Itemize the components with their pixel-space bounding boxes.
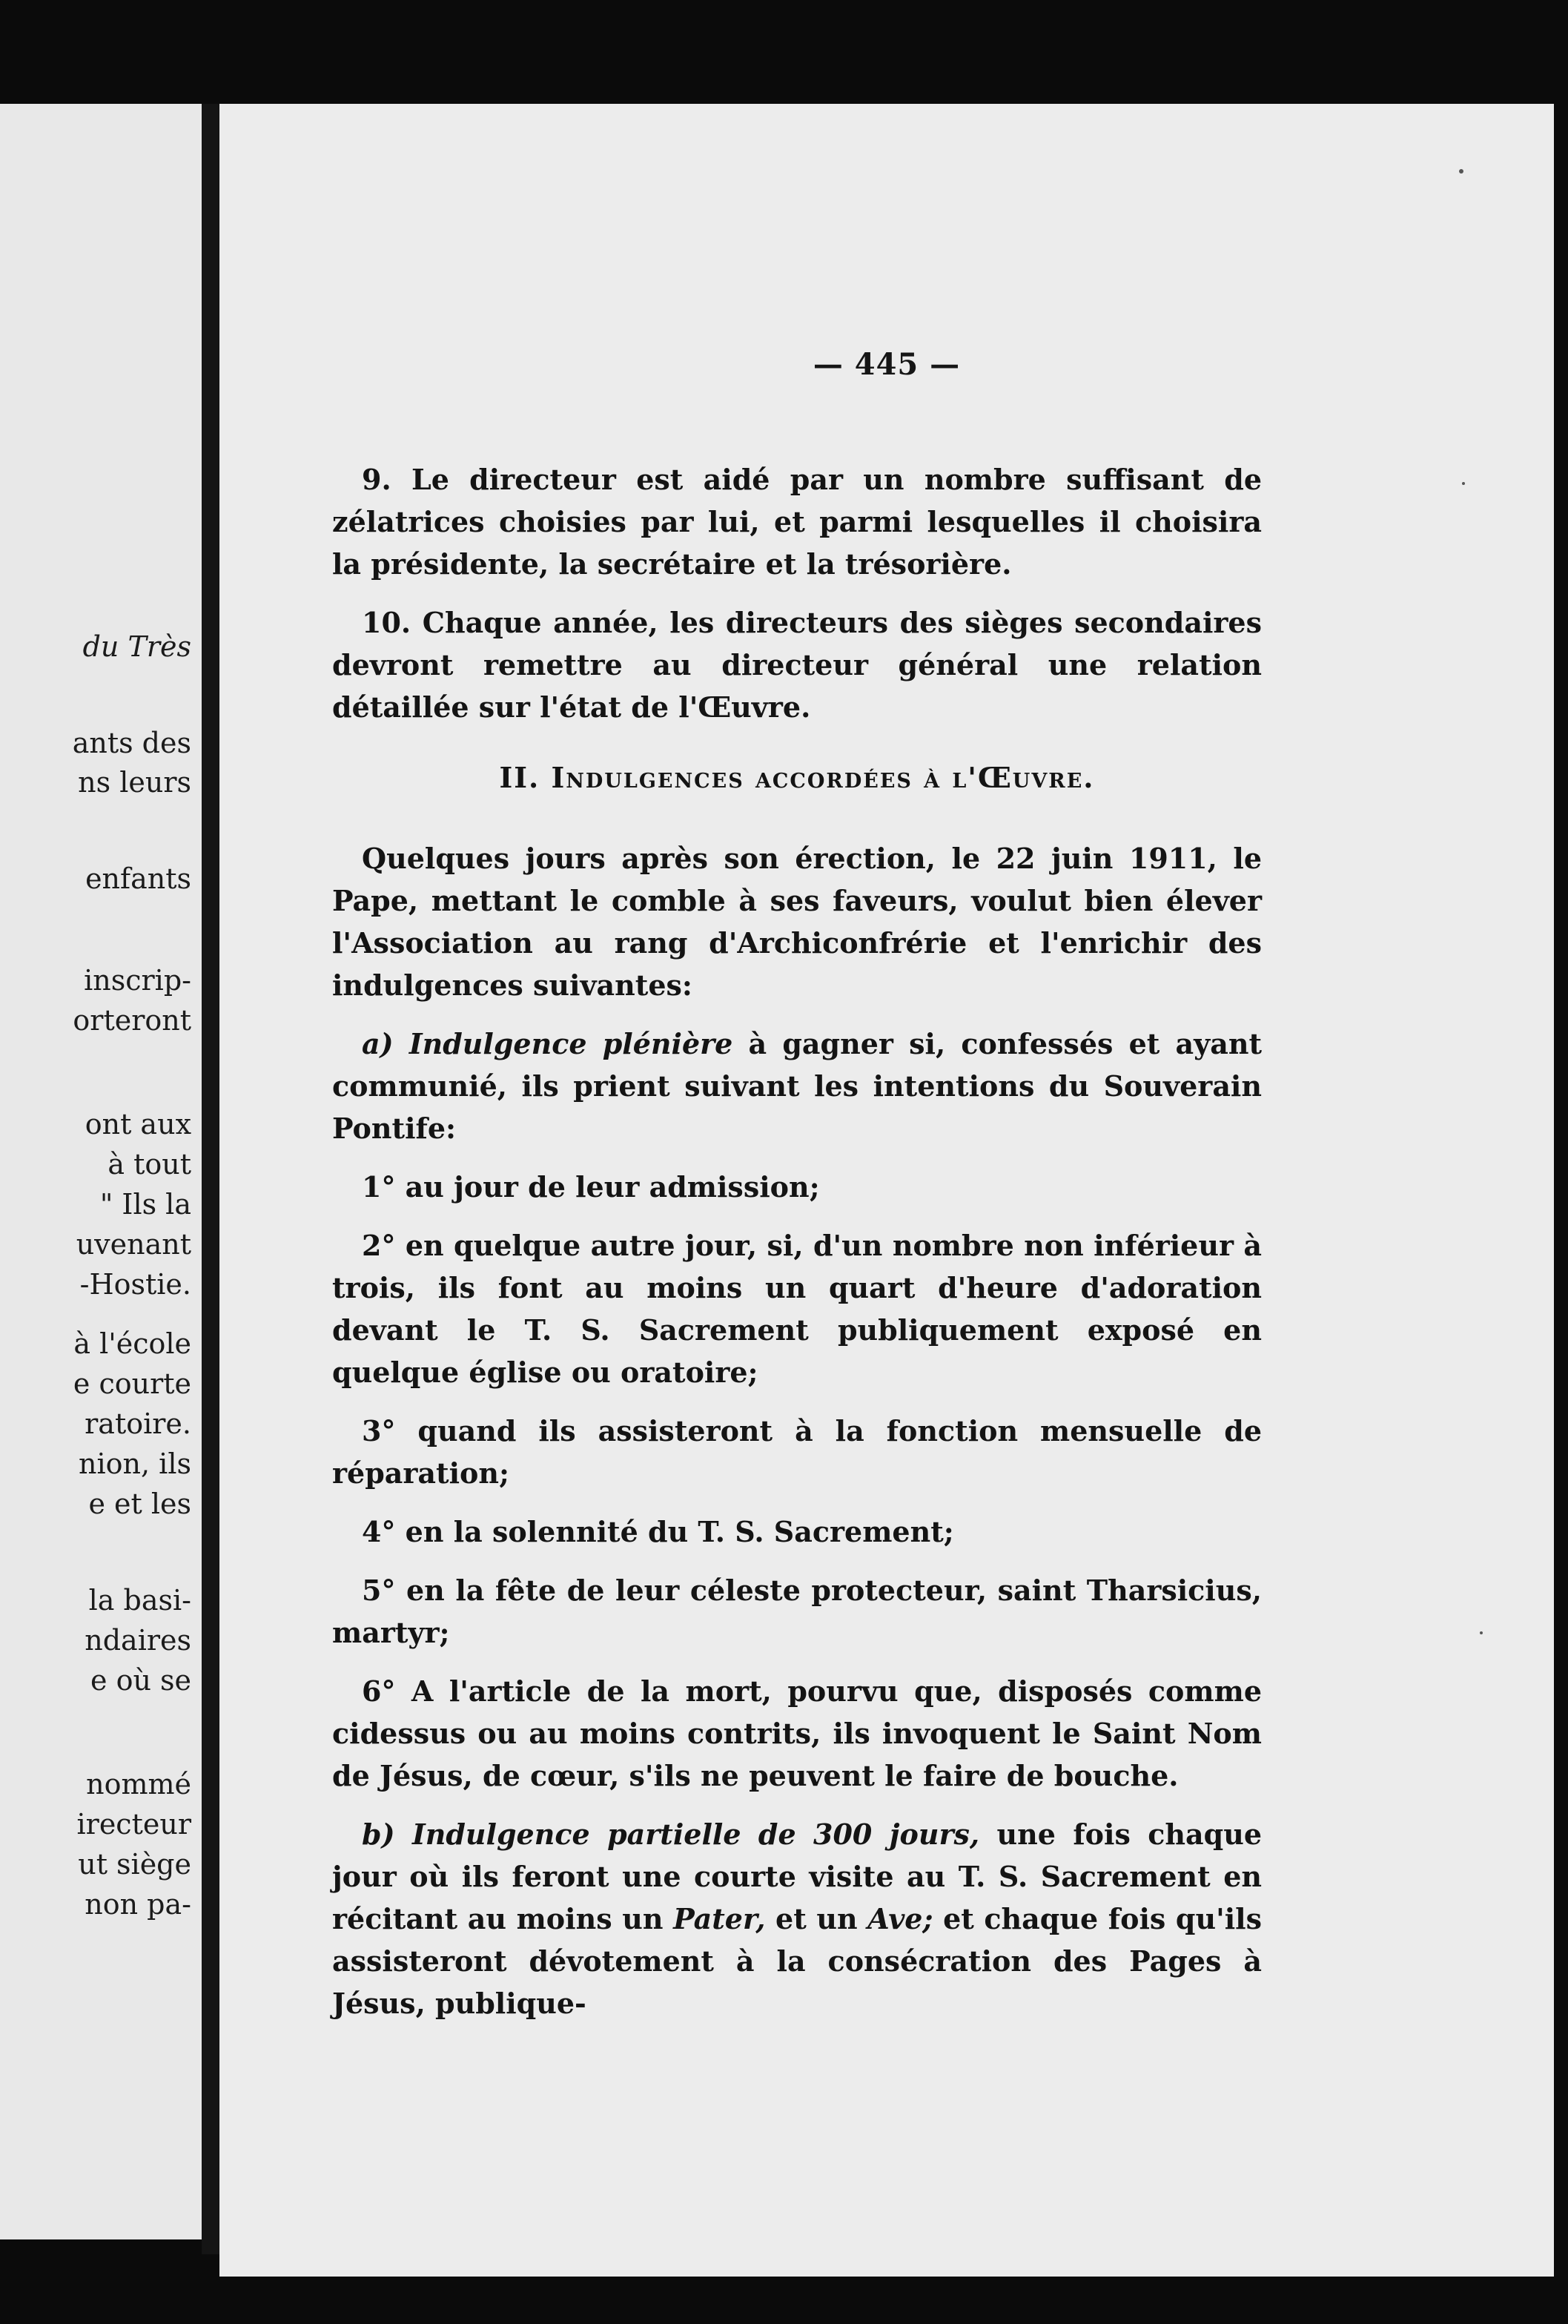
paragraph-9: 9. Le directeur est aidé par un nombre suffisant de zélatrices choisies par lui, et parmi lesquelles il choisira la présidente, la secrétaire et la trésorière. <box>332 463 1262 581</box>
list-item-6: 6° A l'article de la mort, pourvu que, disposés comme cidessus ou au moins contrits, ils invoquent le Saint Nom de Jésus, de cœur, s'ils ne peuvent le faire de bouche. <box>332 1674 1262 1792</box>
left-line: ratoire. <box>85 1407 191 1440</box>
list-item-1: 1° au jour de leur admission; <box>362 1170 820 1204</box>
left-facing-page <box>0 104 202 2239</box>
left-line: ns leurs <box>78 766 191 799</box>
item-b-text-3: et chaque fois qu'ils assisteront dévotement à la consécration des Pages à Jésus, publique- <box>332 1902 1263 2020</box>
page-number: — 445 — <box>813 347 961 382</box>
left-line: du Très <box>82 630 191 663</box>
left-line: nion, ils <box>79 1447 191 1480</box>
left-line: à tout <box>107 1148 191 1181</box>
left-line: irecteur <box>76 1808 191 1841</box>
item-b-pater: Pater, <box>673 1902 766 1935</box>
left-line: la basi- <box>88 1584 191 1617</box>
left-line: ndaires <box>85 1624 191 1657</box>
item-a-title: Indulgence plénière <box>408 1027 733 1060</box>
left-line: inscrip- <box>84 964 191 997</box>
list-item-5: 5° en la fête de leur céleste protecteur, saint Tharsicius, martyr; <box>332 1574 1262 1649</box>
item-b-ave: Ave; <box>867 1902 933 1935</box>
paragraph-intro: Quelques jours après son érection, le 22 juin 1911, le Pape, mettant le comble à ses faveurs, voulut bien élever l'Association au rang d'Archiconfrérie et l'enrichir des indulgences suivantes: <box>332 842 1262 1002</box>
left-line: orteront <box>73 1004 191 1037</box>
body-text <box>332 458 1262 2041</box>
main-page <box>219 104 1554 2277</box>
left-line: non pa- <box>85 1888 191 1921</box>
left-line: e et les <box>88 1488 191 1520</box>
left-line: " Ils la <box>99 1188 191 1221</box>
dust-speck <box>1462 482 1465 485</box>
left-line: e courte <box>73 1367 191 1400</box>
dust-speck <box>1459 169 1463 174</box>
dust-speck <box>1480 1631 1483 1634</box>
left-line: enfants <box>85 862 191 895</box>
left-line: ont aux <box>85 1108 191 1140</box>
item-b-text-1: une fois chaque jour où ils feront une courte visite au T. S. Sacrement en récitant au moins un <box>332 1818 1262 1935</box>
item-a-label: a) <box>362 1027 394 1060</box>
section-heading: II. Indulgences accordées à l'Œuvre. <box>499 761 1095 794</box>
paragraph-a <box>332 1023 1262 1149</box>
left-line: -Hostie. <box>79 1268 191 1301</box>
list-item-2: 2° en quelque autre jour, si, d'un nombre non inférieur à trois, ils font au moins un quart d'heure d'adoration devant le T. S. Sacrement publiquement exposé en quelque église ou oratoire; <box>332 1229 1262 1389</box>
book-gutter <box>202 104 219 2254</box>
item-a-text: à gagner si, confessés et ayant communié, ils prient suivant les intentions du Souverain Pontife: <box>332 1027 1263 1145</box>
left-line: ants des <box>72 727 191 759</box>
left-line: nommé <box>86 1768 191 1800</box>
left-line: e où se <box>90 1664 191 1697</box>
paragraph-b <box>332 1813 1262 2024</box>
list-item-4: 4° en la solennité du T. S. Sacrement; <box>362 1515 954 1548</box>
left-line: à l'école <box>73 1327 191 1360</box>
left-line: ut siège <box>78 1848 191 1881</box>
list-item-3: 3° quand ils assisteront à la fonction mensuelle de réparation; <box>332 1414 1262 1490</box>
paragraph-10: 10. Chaque année, les directeurs des sièges secondaires devront remettre au directeur général une relation détaillée sur l'état de l'Œuvre. <box>332 606 1262 724</box>
item-b-text-2: et un <box>765 1902 868 1935</box>
item-b-label: b) <box>362 1818 395 1851</box>
item-b-title: Indulgence partielle de 300 jours, <box>411 1818 980 1851</box>
left-line: uvenant <box>76 1228 191 1261</box>
